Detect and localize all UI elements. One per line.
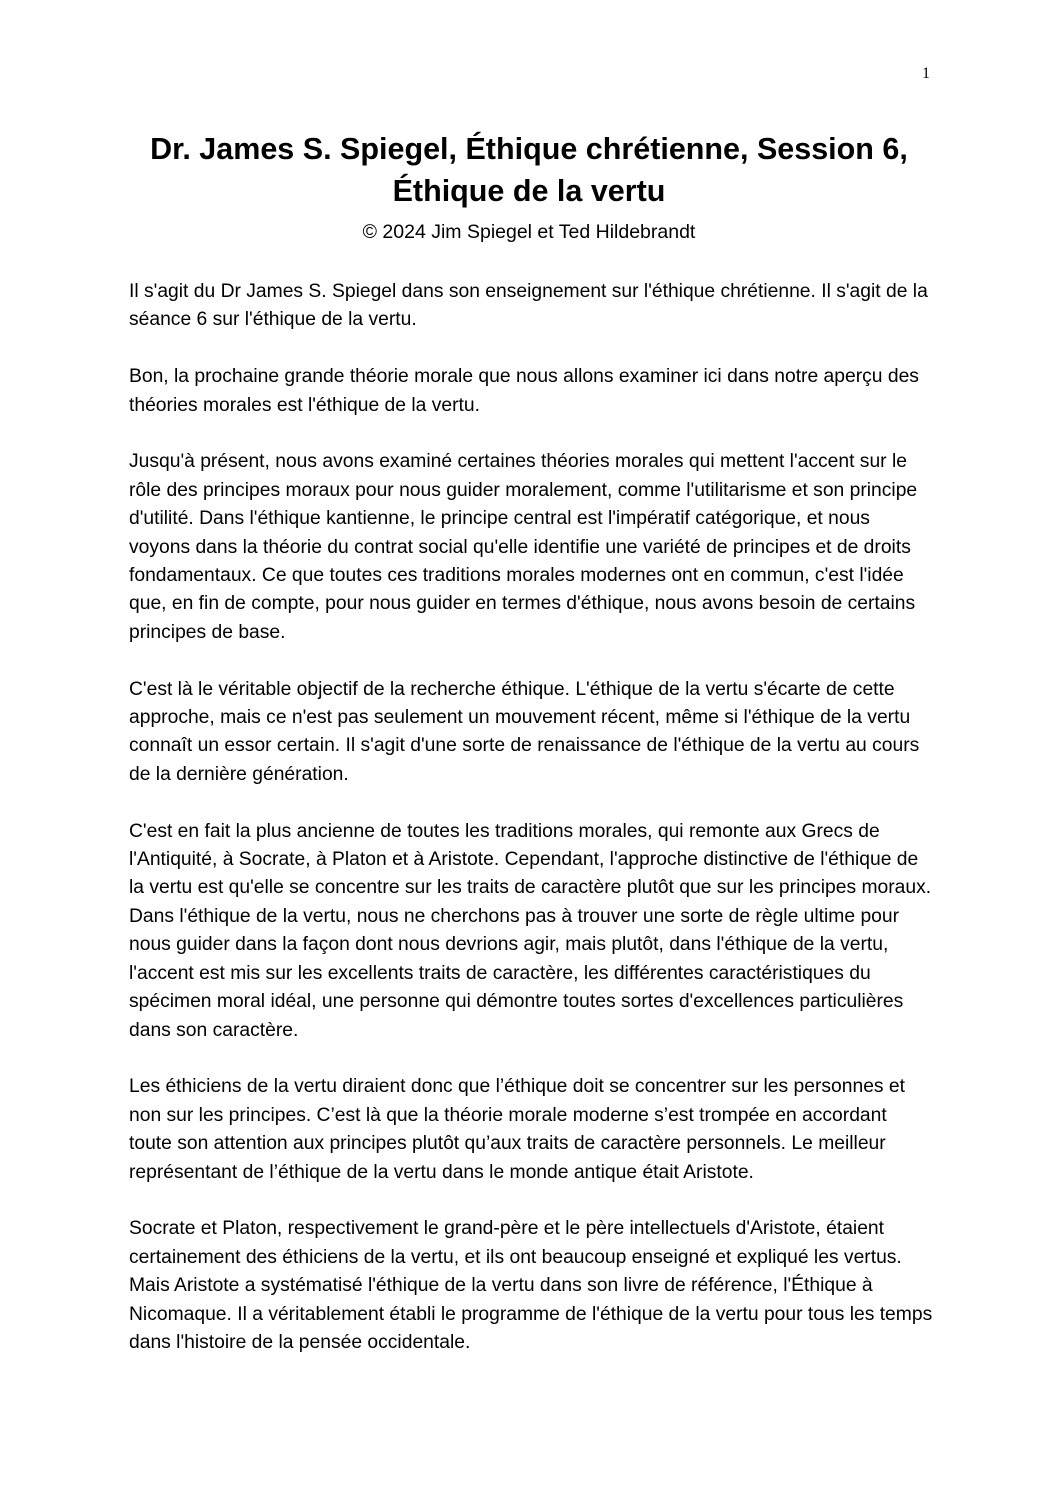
page-number: 1 (922, 65, 930, 82)
paragraph: C'est en fait la plus ancienne de toutes les traditions morales, qui remonte aux Grecs de l'Antiquité, à Socrate, à Platon et à Aristote. Cependant, l'approche distinctive de l'éthique de la vertu est qu'elle se concentre sur les traits de caractère plutôt que sur les principes moraux. Dans l'éthique de la vertu, nous ne cherchons pas à trouver une sorte de règle ultime pour nous guider dans la façon dont nous devrions agir, mais plutôt, dans l'éthique de la vertu, l'accent est mis sur les excellents traits de caractère, les différentes caractéristiques du spécimen moral idéal, une personne qui démontre toutes sortes d'excellences particulières dans son caractère. (129, 820, 932, 1041)
title-line-2: Éthique de la vertu (392, 174, 666, 208)
paragraph: Les éthiciens de la vertu diraient donc que l’éthique doit se concentrer sur les personnes et non sur les principes. C’est là que la théorie morale moderne s’est trompée en accordant toute son attention aux principes plutôt qu’aux traits de caractère personnels. Le meilleur représentant de l’éthique de la vertu dans le monde antique était Aristote. (129, 1076, 906, 1183)
paragraph: C'est là le véritable objectif de la recherche éthique. L'éthique de la vertu s'écarte de cette approche, mais ce n'est pas seulement un mouvement récent, même si l'éthique de la vertu connaît un essor certain. Il s'agit d'une sorte de renaissance de l'éthique de la vertu au cours de la dernière génération. (129, 678, 920, 785)
paragraph: Il s'agit du Dr James S. Spiegel dans son enseignement sur l'éthique chrétienne. Il s'agit de la séance 6 sur l'éthique de la vertu. (129, 281, 928, 331)
document-title (100, 128, 958, 212)
paragraph: Jusqu'à présent, nous avons examiné certaines théories morales qui mettent l'accent sur le rôle des principes moraux pour nous guider moralement, comme l'utilitarisme et son principe d'utilité. Dans l'éthique kantienne, le principe central est l'impératif catégorique, et nous voyons dans la théorie du contrat social qu'elle identifie une variété de principes et de droits fondamentaux. Ce que toutes ces traditions morales modernes ont en commun, c'est l'idée que, en fin de compte, pour nous guider en termes d'éthique, nous avons besoin de certains principes de base. (129, 451, 918, 643)
title-line-1: Dr. James S. Spiegel, Éthique chrétienne, Session 6, (150, 132, 908, 166)
paragraph: Bon, la prochaine grande théorie morale que nous allons examiner ici dans notre aperçu des théories morales est l'éthique de la vertu. (129, 366, 919, 416)
copyright-notice: © 2024 Jim Spiegel et Ted Hildebrandt (362, 221, 696, 243)
document-body (129, 278, 934, 1386)
paragraph: Socrate et Platon, respectivement le grand-père et le père intellectuels d'Aristote, étaient certainement des éthiciens de la vertu, et ils ont beaucoup enseigné et expliqué les vertus. Mais Aristote a systématisé l'éthique de la vertu dans son livre de référence, l'Éthique à Nicomaque. Il a véritablement établi le programme de l'éthique de la vertu pour tous les temps dans l'histoire de la pensée occidentale. (129, 1218, 933, 1353)
